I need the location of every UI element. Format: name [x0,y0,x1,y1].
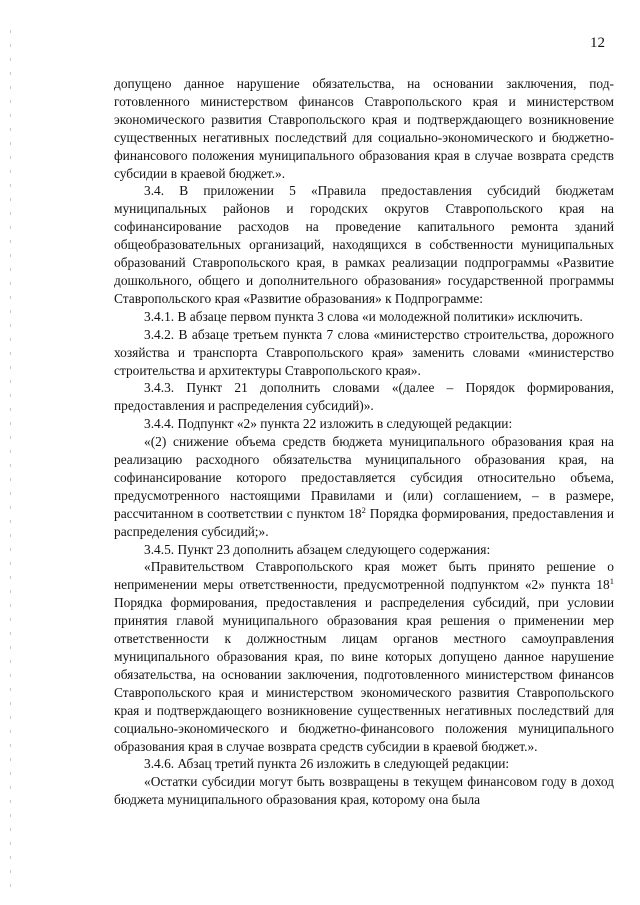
edge-tick [10,478,11,481]
edge-tick [10,730,11,733]
paragraph [114,75,614,182]
edge-tick [10,72,11,75]
edge-tick [10,198,11,201]
edge-tick [10,562,11,565]
edge-tick [10,842,11,845]
edge-tick [10,86,11,89]
edge-tick [10,170,11,173]
paragraph-text: «Остатки субсидии могут быть возвращены в текущем финансовом году в доход бюджета муниципального образования края, которому она была [114,774,614,808]
edge-tick [10,590,11,593]
paragraph [114,379,614,415]
edge-tick [10,240,11,243]
paragraph [114,308,614,326]
edge-tick [10,394,11,397]
paragraph-text: 3.4.6. Абзац третий пункта 26 изложить в следующей редакции: [144,756,510,772]
edge-tick [10,814,11,817]
edge-tick [10,156,11,159]
page-number: 12 [590,35,605,51]
paragraph [114,541,614,559]
edge-tick [10,870,11,873]
edge-tick [10,268,11,271]
edge-tick [10,534,11,537]
edge-tick [10,716,11,719]
edge-tick [10,324,11,327]
paragraph [114,755,614,773]
edge-tick [10,310,11,313]
edge-tick [10,576,11,579]
edge-tick [10,338,11,341]
edge-tick [10,226,11,229]
edge-tick [10,618,11,621]
edge-tick [10,464,11,467]
edge-tick [10,422,11,425]
edge-tick [10,744,11,747]
page-edge-marks [8,0,14,905]
edge-tick [10,632,11,635]
paragraph-text: «Правительством Ставропольского края может быть принято решение о неприменении меры ответственности, предусмотренной подпунктом «2» пункта 18 [114,559,614,593]
edge-tick [10,548,11,551]
edge-tick [10,100,11,103]
edge-tick [10,660,11,663]
edge-tick [10,142,11,145]
paragraph-text: допущено данное нарушение обязательства, на основании заключения, подготовленного министерством финансов Ставропольского края и министерством экономического развития Ставропольского края и подтверждающего возникновение существенных негативных последствий для социально-экономического и бюджетно-финансового положения муниципального образования края в случае возврата средств субсидии в краевой бюджет.». [114,76,614,181]
paragraph-text: «(2) снижение объема средств бюджета муниципального образования края на реализацию расходного обязательства муниципального образования края, на софинансирование которого предоставляется субсидия относительно объема, предусмотренного настоящими Правилами и (или) соглашением, – в размере, рассчитанном в соответствии с пунктом 18 [114,434,614,521]
paragraph [114,326,614,380]
edge-tick [10,128,11,131]
edge-tick [10,436,11,439]
paragraph-text-continued: Порядка формирования, предоставления и распределения субсидий;». [114,505,614,539]
paragraph [114,415,614,433]
paragraph-text: 3.4.1. В абзаце первом пункта 3 слова «и молодежной политики» исключить. [144,308,583,324]
paragraph-text: 3.4.4. Подпункт «2» пункта 22 изложить в следующей редакции: [144,416,513,432]
edge-tick [10,296,11,299]
paragraph-text: 3.4.3. Пункт 21 дополнить словами «(далее – Порядок формирования, предоставления и распределения субсидий)». [114,380,614,414]
edge-tick [10,254,11,257]
edge-tick [10,800,11,803]
edge-tick [10,506,11,509]
paragraph [114,773,614,809]
edge-tick [10,44,11,47]
edge-tick [10,352,11,355]
edge-tick [10,646,11,649]
edge-tick [10,688,11,691]
edge-tick [10,114,11,117]
edge-tick [10,450,11,453]
paragraph [114,433,614,540]
edge-tick [10,366,11,369]
document-body [114,75,614,809]
paragraph [114,182,614,307]
edge-tick [10,674,11,677]
paragraph-text: 3.4. В приложении 5 «Правила предоставления субсидий бюджетам муниципальных районов и городских округов Ставропольского края на софинансирование расходов на проведение капитального ремонта зданий общеобразовательных организаций, находящихся в собственности муниципальных образований Ставропольского края, в рамках реализации подпрограммы «Развитие дошкольного, общего и дополнительного образования» государственной программы Ставропольского края «Развитие образования» к Подпрограмме: [114,183,614,306]
edge-tick [10,884,11,887]
edge-tick [10,828,11,831]
edge-tick [10,856,11,859]
edge-tick [10,702,11,705]
paragraph-text-continued: Порядка формирования, предоставления и распределения субсидий, при условии принятия главой муниципального образования края решения о применении мер ответственности к должностным лицам органов местного самоуправления муниципального образования края, по вине которых допущено данное нарушение обязательства, на основании заключения, подготовленного министерством финансов Ставропольского края и министерством экономического развития Ставропольского края и подтверждающего возникновение существенных негативных последствий для социально-экономического и бюджетно-финансового положения муниципального образования края в случае возврата средств субсидии в краевой бюджет.». [114,595,614,754]
edge-tick [10,212,11,215]
edge-tick [10,492,11,495]
paragraph [114,558,614,755]
edge-tick [10,58,11,61]
edge-tick [10,772,11,775]
footnote-superscript: 2 [361,504,366,515]
edge-tick [10,758,11,761]
edge-tick [10,604,11,607]
edge-tick [10,30,11,33]
edge-tick [10,282,11,285]
edge-tick [10,408,11,411]
paragraph-text: 3.4.2. В абзаце третьем пункта 7 слова «министерство строительства, дорожного хозяйства и транспорта Ставропольского края» заменить словами «министерство строительства и архитектуры Ставропольского края». [114,326,614,378]
edge-tick [10,184,11,187]
footnote-superscript: 1 [609,576,614,587]
edge-tick [10,520,11,523]
paragraph-text: 3.4.5. Пункт 23 дополнить абзацем следующего содержания: [144,541,491,557]
edge-tick [10,786,11,789]
edge-tick [10,380,11,383]
